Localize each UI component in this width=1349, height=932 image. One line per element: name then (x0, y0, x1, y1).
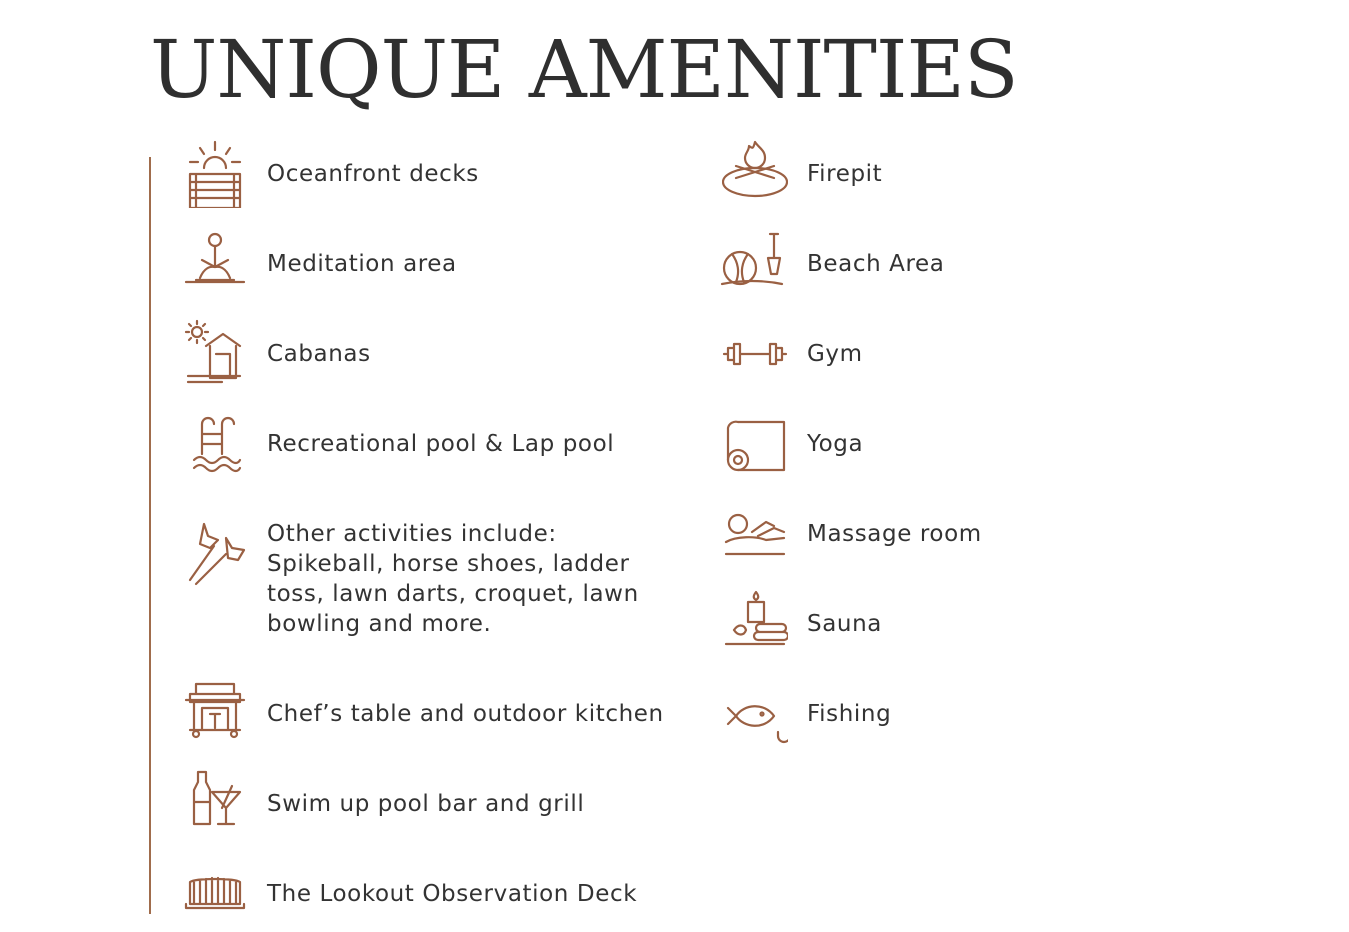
amenity-label-line: toss, lawn darts, croquet, lawn (267, 581, 639, 607)
massage-icon (722, 498, 788, 568)
amenity-label: Sauna (807, 611, 882, 637)
amenity-label: Swim up pool bar and grill (267, 791, 585, 817)
amenity-label: Massage room (807, 521, 982, 547)
vertical-divider (149, 157, 151, 914)
pool-ladder-icon (182, 408, 248, 478)
amenity-label: Chef’s table and outdoor kitchen (267, 701, 664, 727)
sunrise-deck-icon (182, 138, 248, 208)
amenity-label: Meditation area (267, 251, 457, 277)
cocktail-icon (182, 768, 248, 838)
amenity-label: Cabanas (267, 341, 371, 367)
beach-ball-icon (718, 228, 784, 298)
amenity-label-line: bowling and more. (267, 611, 492, 637)
amenity-label: Yoga (807, 431, 864, 457)
amenity-label: Gym (807, 341, 863, 367)
amenity-label: Firepit (807, 161, 883, 187)
meditation-icon (182, 228, 248, 298)
amenity-label: Beach Area (807, 251, 945, 277)
amenity-label: Recreational pool & Lap pool (267, 431, 615, 457)
amenity-label: Fishing (807, 701, 892, 727)
darts-icon (182, 516, 248, 586)
amenity-label-line: Spikeball, horse shoes, ladder (267, 551, 630, 577)
cabana-icon (182, 318, 248, 388)
amenity-label: The Lookout Observation Deck (267, 881, 638, 907)
grill-icon (182, 678, 248, 748)
amenity-label: Oceanfront decks (267, 161, 479, 187)
yoga-mat-icon (722, 408, 788, 478)
amenity-label: Other activities include: (267, 521, 557, 547)
firepit-icon (722, 138, 788, 208)
page-title: UNIQUE AMENITIES (150, 23, 1018, 116)
dumbbell-icon (722, 318, 788, 388)
sauna-stones-icon (722, 588, 788, 658)
deck-icon (182, 858, 248, 928)
fish-hook-icon (722, 678, 788, 748)
